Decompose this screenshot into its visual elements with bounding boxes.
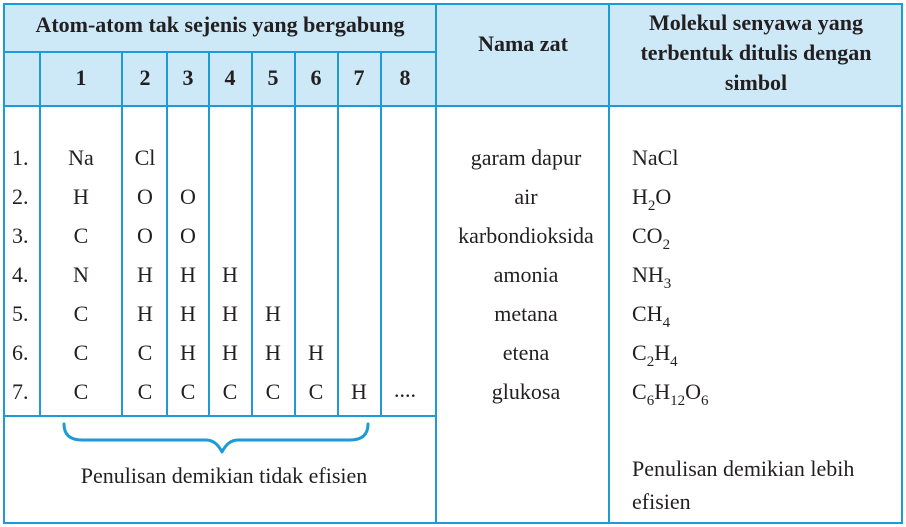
- col-divider-b: [121, 51, 123, 416]
- substance-name: air: [514, 184, 538, 209]
- formula-element: C: [632, 340, 647, 365]
- formula-symbol: [632, 184, 672, 214]
- formula-subscript: 4: [670, 354, 678, 370]
- col-divider-h: [380, 51, 382, 416]
- formula-element: CH: [632, 301, 663, 326]
- atom-cell: H: [265, 340, 281, 365]
- formula-symbol: [632, 340, 678, 370]
- brace-icon: [60, 420, 372, 456]
- substance-name: etena: [502, 340, 550, 365]
- row-number: 7.: [12, 379, 29, 404]
- formula-symbol: [632, 147, 678, 169]
- substance-name: metana: [494, 301, 558, 326]
- formula-subscript: 6: [646, 393, 655, 409]
- atom-cell: C: [308, 379, 324, 404]
- row-number: 3.: [12, 223, 29, 248]
- atom-cell: H: [222, 301, 238, 326]
- divider-name-left: [435, 3, 437, 524]
- col-divider-g: [337, 51, 339, 416]
- atom-cell: H: [180, 262, 196, 287]
- atom-cell: H: [180, 301, 196, 326]
- atom-cell: C: [73, 301, 89, 326]
- footer-right-note-line-1: Penulisan demikian lebih: [632, 456, 855, 481]
- atom-cell: ....: [394, 377, 416, 402]
- footer-left-note: Penulisan demikian tidak efisien: [80, 463, 368, 488]
- formula-symbol: [632, 379, 709, 409]
- formula-element: C: [632, 379, 647, 404]
- atom-cell: C: [137, 340, 153, 365]
- footer-right-note-line-2: efisien: [632, 489, 691, 514]
- column-number-6: 6: [310, 65, 322, 90]
- formula-element: NH: [632, 262, 664, 287]
- column-number-4: 4: [224, 65, 236, 90]
- col-divider-a: [39, 51, 41, 416]
- header-bottom-rule: [3, 105, 903, 107]
- atom-cell: H: [222, 262, 238, 287]
- atom-cell: Na: [68, 145, 94, 170]
- atom-cell: H: [180, 340, 196, 365]
- header-subrule: [3, 51, 437, 53]
- formula-symbol: [632, 223, 671, 253]
- atom-cell: H: [265, 301, 281, 326]
- row-number: 2.: [12, 184, 29, 209]
- header-group-title: Atom-atom tak sejenis yang bergabung: [35, 12, 405, 37]
- atom-cell: C: [73, 223, 89, 248]
- atom-cell: H: [351, 379, 367, 404]
- atom-cell: O: [137, 184, 153, 209]
- formula-subscript: 6: [700, 393, 709, 409]
- atom-cell: O: [180, 184, 196, 209]
- column-number-3: 3: [182, 65, 194, 90]
- formula-subscript: 2: [647, 198, 656, 214]
- formula-subscript: 4: [662, 315, 671, 331]
- column-number-8: 8: [399, 65, 411, 90]
- border-left: [3, 3, 5, 524]
- formula-subscript: 2: [646, 354, 655, 370]
- header-name-title: Nama zat: [478, 31, 568, 56]
- formula-element: NaCl: [632, 145, 679, 170]
- atom-cell: N: [73, 262, 89, 287]
- formula-subscript: 2: [662, 237, 671, 253]
- atom-cell: H: [73, 184, 89, 209]
- row-number: 6.: [12, 340, 29, 365]
- atom-cell: C: [180, 379, 196, 404]
- border-bottom: [3, 522, 903, 524]
- formula-subscript: 12: [670, 393, 686, 409]
- atom-cell: C: [73, 340, 89, 365]
- formula-element: O: [685, 379, 701, 404]
- atom-cell: O: [180, 223, 196, 248]
- header-symbol-line-3: simbol: [724, 70, 788, 95]
- formula-symbol: [632, 301, 671, 331]
- formula-element: H: [654, 379, 671, 404]
- column-number-7: 7: [353, 65, 365, 90]
- substance-name: glukosa: [491, 379, 561, 404]
- formula-element: O: [655, 184, 672, 209]
- formula-element: H: [654, 340, 671, 365]
- substance-name: karbondioksida: [458, 223, 594, 248]
- formula-element: CO: [632, 223, 663, 248]
- formula-subscript: 3: [663, 276, 672, 292]
- substance-name: amonia: [493, 262, 559, 287]
- atom-cell: Cl: [134, 145, 156, 170]
- substance-name: garam dapur: [470, 145, 582, 170]
- atom-cell: C: [222, 379, 238, 404]
- atom-cell: H: [137, 301, 153, 326]
- atom-cell: O: [137, 223, 153, 248]
- row-number: 1.: [12, 145, 29, 170]
- atom-cell: C: [265, 379, 281, 404]
- column-number-1: 1: [75, 65, 87, 90]
- atom-cell: H: [222, 340, 238, 365]
- footer-rule: [3, 415, 437, 417]
- row-number: 4.: [12, 262, 29, 287]
- formula-symbol: [632, 262, 672, 292]
- column-number-5: 5: [267, 65, 279, 90]
- header-symbol-line-2: terbentuk ditulis dengan: [640, 40, 872, 65]
- atom-cell: C: [73, 379, 89, 404]
- atom-cell: H: [137, 262, 153, 287]
- atom-cell: C: [137, 379, 153, 404]
- border-top: [3, 3, 903, 5]
- atom-cell: H: [308, 340, 324, 365]
- column-number-2: 2: [139, 65, 151, 90]
- row-number: 5.: [12, 301, 29, 326]
- header-symbol-line-1: Molekul senyawa yang: [649, 10, 863, 35]
- formula-element: H: [632, 184, 648, 209]
